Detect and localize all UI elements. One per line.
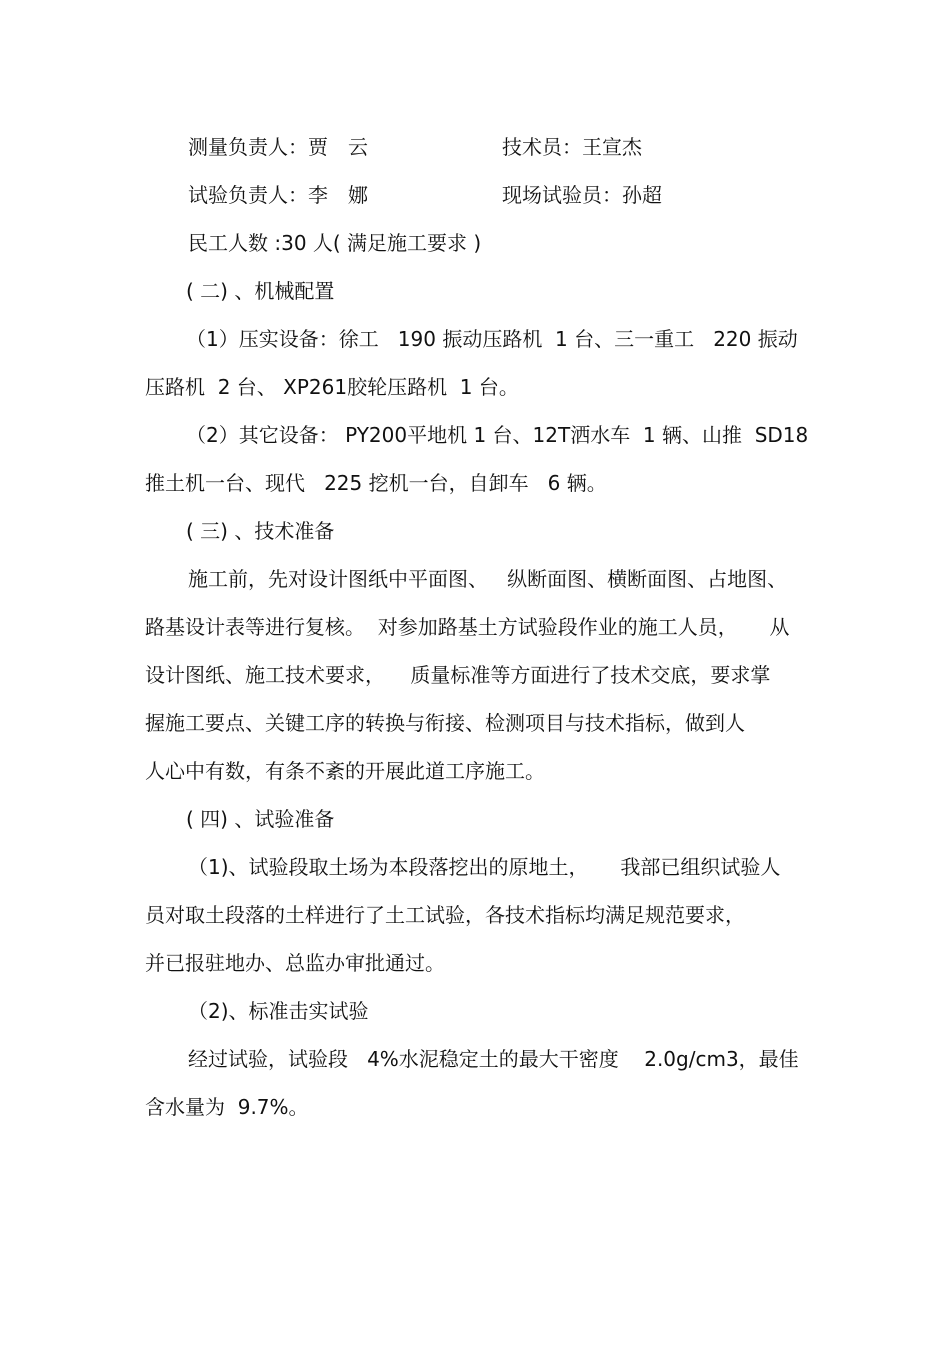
site-tester-line: 现场试验员：孙超 [502,183,662,207]
other-equipment-line-2: 推土机一台、现代 225 挖机一台，自卸车 6 辆。 [145,471,607,495]
compaction-test-heading: （2)、标准击实试验 [188,999,369,1023]
test-prep-item1-line-1: （1)、试验段取土场为本段落挖出的原地土， 我部已组织试验人 [188,855,781,879]
test-prep-item1-line-3: 并已报驻地办、总监办审批通过。 [145,951,445,975]
section-3-heading: ( 三) 、技术准备 [186,519,335,543]
tech-prep-line-2: 路基设计表等进行复核。 对参加路基土方试验段作业的施工人员， 从 [145,615,790,639]
compaction-test-line-1: 经过试验，试验段 4%水泥稳定土的最大干密度 2.0g/cm3，最佳 [188,1047,799,1071]
test-prep-item1-line-2: 员对取土段落的土样进行了土工试验，各技术指标均满足规范要求， [145,903,745,927]
test-lead-line: 试验负责人：李 娜 [188,183,368,207]
section-4-heading: ( 四) 、试验准备 [186,807,335,831]
survey-lead-line: 测量负责人：贾 云 [188,135,368,159]
compaction-test-line-2: 含水量为 9.7%。 [145,1095,309,1119]
other-equipment-line-1: （2）其它设备： PY200平地机 1 台、12T洒水车 1 辆、山推 SD18 [186,423,809,447]
compaction-equipment-line-2: 压路机 2 台、 XP261胶轮压路机 1 台。 [145,375,519,399]
tech-prep-line-4: 握施工要点、关键工序的转换与衔接、检测项目与技术指标，做到人 [145,711,745,735]
compaction-equipment-line-1: （1）压实设备：徐工 190 振动压路机 1 台、三一重工 220 振动 [186,327,798,351]
labor-count-line: 民工人数 :30 人( 满足施工要求 ) [188,231,482,255]
tech-prep-line-5: 人心中有数，有条不紊的开展此道工序施工。 [145,759,545,783]
tech-prep-line-3: 设计图纸、施工技术要求， 质量标准等方面进行了技术交底，要求掌 [145,663,771,687]
section-2-heading: ( 二) 、机械配置 [186,279,335,303]
tech-prep-line-1: 施工前，先对设计图纸中平面图、 纵断面图、横断面图、占地图、 [188,567,788,591]
technician-line: 技术员：王宣杰 [502,135,642,159]
